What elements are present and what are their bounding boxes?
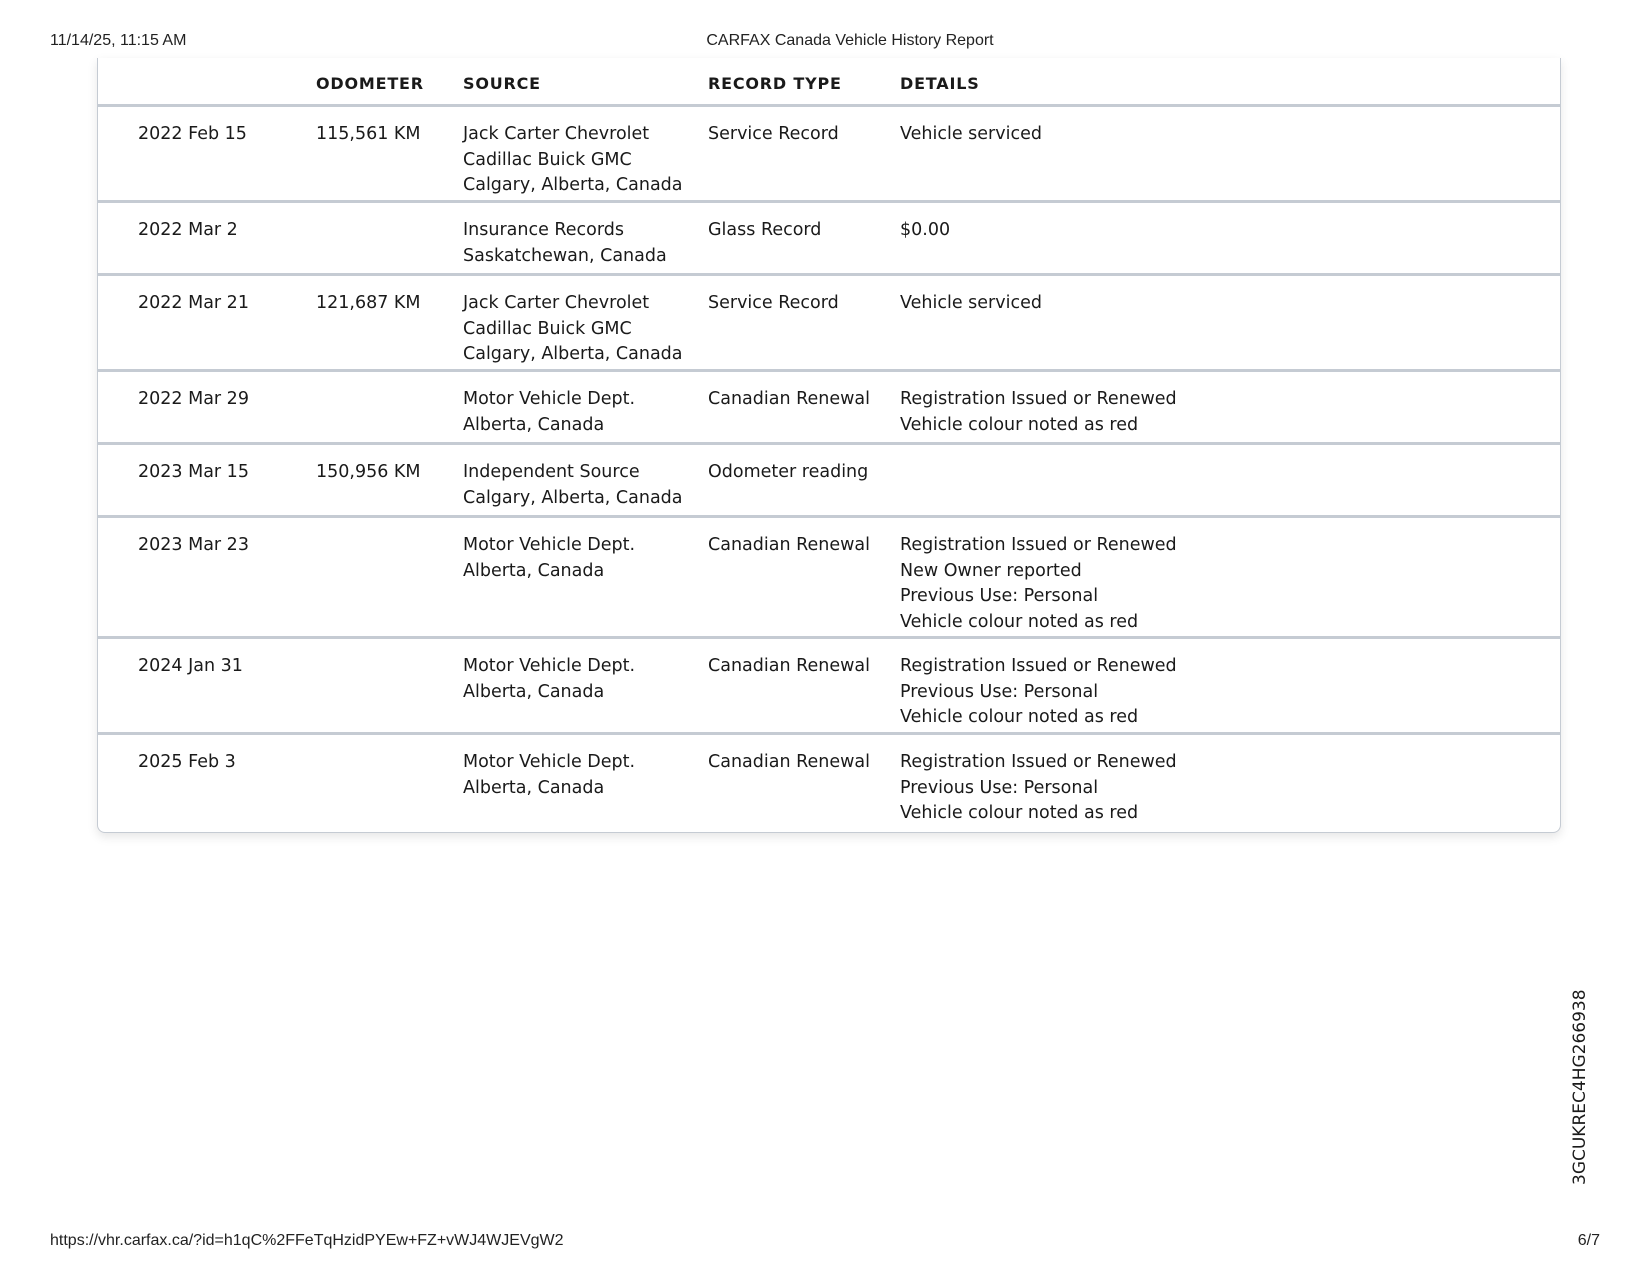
row-source: [463, 122, 683, 199]
details-line: Registration Issued or Renewed: [900, 535, 1177, 555]
source-line: Cadillac Buick GMC: [463, 149, 632, 170]
row-record-type: Odometer reading: [708, 462, 869, 482]
source-line: Motor Vehicle Dept.: [463, 752, 636, 772]
row-details: [900, 533, 1177, 635]
vehicle-history-table: [97, 58, 1561, 833]
print-url: https://vhr.carfax.ca/?id=h1qC%2FFeTqHzidPYEw+FZ+vWJ4WJEVgW2: [50, 1232, 564, 1249]
row-record-type: Canadian Renewal: [708, 535, 871, 555]
row-details: [900, 218, 950, 244]
source-line: Saskatchewan, Canada: [463, 245, 667, 266]
table-header-row: [98, 58, 1560, 107]
row-source: [463, 460, 683, 511]
row-details: [900, 291, 1042, 317]
row-record-type: Canadian Renewal: [708, 656, 871, 676]
source-line: Calgary, Alberta, Canada: [463, 344, 683, 364]
table-row: [98, 735, 1560, 832]
details-line: New Owner reported: [900, 560, 1082, 581]
details-line: Registration Issued or Renewed: [900, 752, 1177, 772]
row-date: 2023 Mar 15: [138, 462, 249, 482]
row-date: 2025 Feb 3: [138, 752, 236, 772]
details-line: Vehicle colour noted as red: [900, 803, 1139, 823]
details-line: Registration Issued or Renewed: [900, 656, 1177, 676]
table-row: [98, 639, 1560, 735]
row-record-type: Service Record: [708, 124, 839, 144]
row-record-type: Canadian Renewal: [708, 752, 871, 772]
details-line: Vehicle colour noted as red: [900, 611, 1139, 632]
table-row: [98, 107, 1560, 203]
page-number: 6/7: [1577, 1232, 1600, 1249]
source-line: Motor Vehicle Dept.: [463, 389, 636, 409]
details-line: Previous Use: Personal: [900, 681, 1099, 702]
print-datetime: 11/14/25, 11:15 AM: [50, 32, 187, 49]
details-line: Vehicle colour noted as red: [900, 707, 1139, 727]
row-details: [900, 387, 1177, 438]
table-row: [98, 203, 1560, 276]
row-source: [463, 387, 635, 438]
row-record-type: Glass Record: [708, 220, 822, 240]
table-row: [98, 372, 1560, 445]
details-line: Previous Use: Personal: [900, 586, 1099, 606]
table-row: [98, 445, 1560, 518]
source-line: Motor Vehicle Dept.: [463, 656, 636, 676]
row-date: 2022 Mar 21: [138, 293, 249, 313]
source-line: Calgary, Alberta, Canada: [463, 487, 683, 508]
row-date: 2024 Jan 31: [138, 656, 243, 676]
row-details: [900, 654, 1177, 731]
details-line: Vehicle serviced: [900, 124, 1042, 144]
row-odometer: 115,561 KM: [316, 124, 421, 144]
row-source: [463, 291, 683, 368]
source-line: Alberta, Canada: [463, 560, 605, 581]
source-line: Independent Source: [463, 462, 640, 482]
col-header-source: SOURCE: [463, 74, 541, 93]
col-header-details: DETAILS: [900, 74, 980, 93]
source-line: Motor Vehicle Dept.: [463, 535, 636, 555]
vin-vertical-label: 3GCUKREC4HG266938: [1570, 989, 1590, 1185]
col-header-record-type: RECORD TYPE: [708, 74, 842, 93]
print-header: [50, 32, 1600, 52]
row-source: [463, 218, 667, 269]
row-odometer: 121,687 KM: [316, 293, 421, 313]
row-details: [900, 122, 1042, 148]
row-details: [900, 750, 1177, 827]
row-source: [463, 750, 635, 801]
source-line: Alberta, Canada: [463, 777, 605, 798]
col-header-odometer: ODOMETER: [316, 74, 424, 93]
details-line: Vehicle colour noted as red: [900, 414, 1139, 435]
row-date: 2022 Mar 29: [138, 389, 249, 409]
details-line: Previous Use: Personal: [900, 777, 1099, 798]
details-line: Registration Issued or Renewed: [900, 389, 1177, 409]
source-line: Cadillac Buick GMC: [463, 318, 632, 339]
row-date: 2022 Feb 15: [138, 124, 247, 144]
row-record-type: Service Record: [708, 293, 839, 313]
details-line: $0.00: [900, 220, 951, 240]
table-row: [98, 276, 1560, 372]
source-line: Alberta, Canada: [463, 414, 605, 435]
row-source: [463, 533, 635, 584]
print-footer: [50, 1232, 1600, 1252]
source-line: Calgary, Alberta, Canada: [463, 175, 683, 195]
row-odometer: 150,956 KM: [316, 462, 421, 482]
row-record-type: Canadian Renewal: [708, 389, 871, 409]
row-date: 2022 Mar 2: [138, 220, 238, 240]
source-line: Alberta, Canada: [463, 681, 605, 702]
print-title: CARFAX Canada Vehicle History Report: [706, 32, 994, 49]
source-line: Insurance Records: [463, 220, 625, 240]
table-row: [98, 518, 1560, 639]
row-source: [463, 654, 635, 705]
details-line: Vehicle serviced: [900, 293, 1042, 313]
source-line: Jack Carter Chevrolet: [463, 293, 650, 313]
row-date: 2023 Mar 23: [138, 535, 249, 555]
source-line: Jack Carter Chevrolet: [463, 124, 650, 144]
